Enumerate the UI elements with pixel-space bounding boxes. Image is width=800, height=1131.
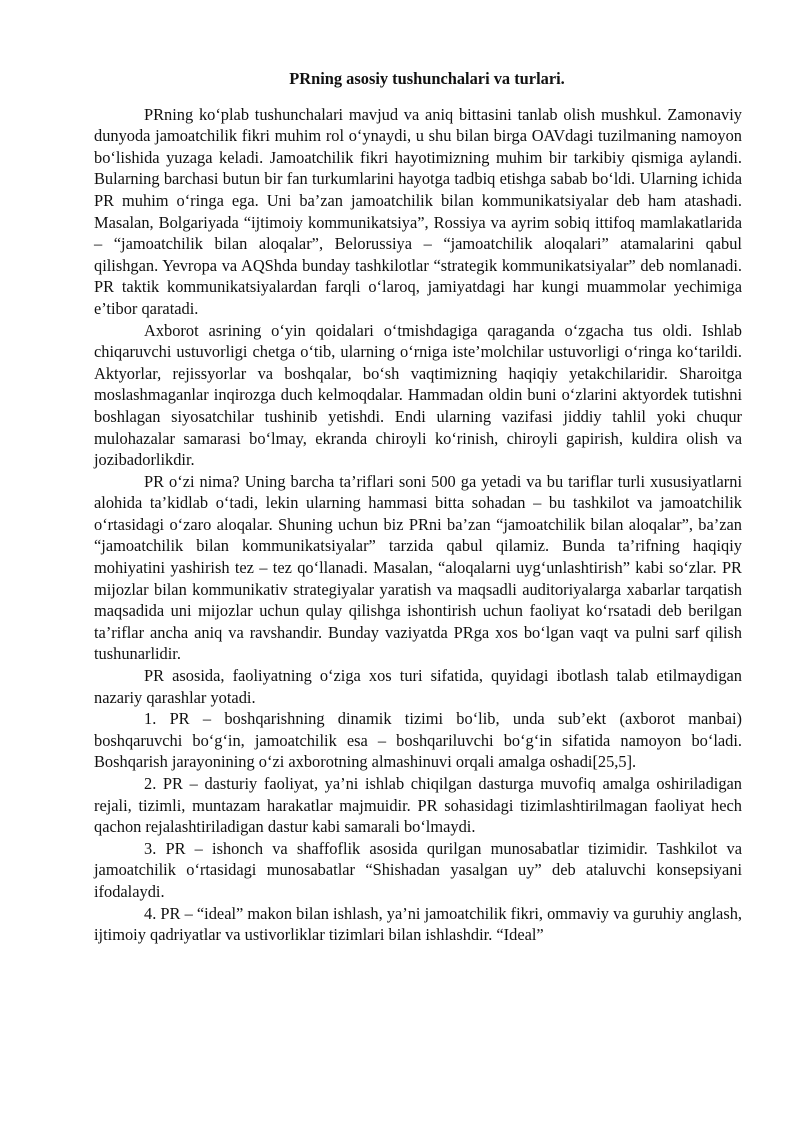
paragraph-intro: PRning ko‘plab tushunchalari mavjud va aniq bittasini tanlab olish mushkul. Zamonaviy dunyoda jamoatchilik fikri muhim rol o‘ynaydi, u shu bilan birga OAVdagi tuzilmaning namoyon bo‘lishida yuzaga keladi. Jamoatchilik fikri hayotimizning muhim bir tarkibiy qismiga aylandi. Bularning barchasi butun bir fan turkumlarini hayotga tadbiq etishga sabab bo‘ldi. Ularning ichida PR muhim o‘ringa ega. Uni ba’zan jamoatchilik bilan kommunikatsiyalar deb ham atashadi. Masalan, Bolgariyada “ijtimoiy kommunikatsiya”, Rossiya va ayrim sobiq ittifoq mamlakatlarida – “jamoatchilik bilan aloqalar”, Belorussiya – “jamoatchilik aloqalari” atamalarini qabul qilishgan. Yevropa va AQShda bunday tashkilotlar “strategik kommunikatsiyalar” deb nomlanadi. PR taktik kommunikatsiyalardan farqli o‘laroq, jamiyatdagi har kungi muammolar yechimiga e’tibor qaratadi. [94,104,742,318]
list-item-3: 3. PR – ishonch va shaffoflik asosida qurilgan munosabatlar tizimidir. Tashkilot va jamoatchilik o‘rtasidagi munosabatlar “Shishadan yasalgan uy” deb ataluvchi konsepsiyani ifodalaydi. [94,838,742,901]
list-item-2: 2. PR – dasturiy faoliyat, ya’ni ishlab chiqilgan dasturga muvofiq amalga oshiriladigan rejali, tizimli, muntazam harakatlar majmuidir. PR sohasidagi tizimlashtirilmagan faoliyat hech qachon rejalashtiriladigan dastur kabi samarali bo‘lmaydi. [94,774,742,837]
list-item-1: 1. PR – boshqarishning dinamik tizimi bo‘lib, unda sub’ekt (axborot manbai) boshqaruvchi bo‘g‘in, jamoatchilik esa – boshqariluvchi bo‘g‘in sifatida namoyon bo‘ladi. Boshqarish jarayonining o‘zi axborotning almashinuvi orqali amalga oshadi[25,5]. [94,709,742,772]
list-item-4: 4. PR – “ideal” makon bilan ishlash, ya’ni jamoatchilik fikri, ommaviy va guruhiy anglash, ijtimoiy qadriyatlar va ustivorliklar tizimlari bilan ishlashdir. “Ideal” [94,903,742,945]
document-title: PRning asosiy tushunchalari va turlari. [289,69,565,88]
document-page [94,68,742,946]
paragraph-what-is-pr: PR o‘zi nima? Uning barcha ta’riflari soni 500 ga yetadi va bu tariflar turli xususiyatlarni alohida ta’kidlab o‘tadi, lekin ularning hammasi bitta sohadan – bu tashkilot va jamoatchilik o‘rtasidagi o‘zaro aloqalar. Shuning uchun biz PRni ba’zan “jamoatchilik bilan aloqalar”, ba’zan “jamoatchilik bilan kommunikatsiyalar” tarzida qabul qilamiz. Bunda ta’rifning haqiqiy mohiyatini yashirish tez – tez qo‘llanadi. Masalan, “aloqalarni uyg‘unlashtirish” kabi so‘zlar. PR mijozlar bilan kommunikativ strategiyalar yaratish va maqsadli auditoriyalarga xabarlar tarqatish maqsadida uni mijozlar uchun qulay qilishga ishontirish uchun faoliyat ko‘rsatadi deb berilgan ta’riflar ancha aniq va ravshandir. Bunday vaziyatda PRga xos bo‘lgan vaqt va pulni sarf qilish tushunarlidir. [94,471,742,664]
paragraph-information-age: Axborot asrining o‘yin qoidalari o‘tmishdagiga qaraganda o‘zgacha tus oldi. Ishlab chiqaruvchi ustuvorligi chetga o‘tib, ularning o‘rniga iste’molchilar ustuvorligi o‘ringa ko‘tarildi. Aktyorlar, rejissyorlar va boshqalar, bo‘sh vaqtimizning haqiqiy yetakchilaridir. Sharoitga moslashmaganlar inqirozga duch kelmoqdalar. Hammadan oldin buni o‘zlarini aktyordek tutishni boshlagan siyosatchilar tushinib yetishdi. Endi ularning vazifasi jiddiy tahlil yoki chuqur mulohazalar samarasi bo‘lmay, ekranda chiroyli ko‘rinish, chiroyli gapirish, kuldira olish va jozibadorlikdir. [94,320,742,470]
paragraph-pr-basis: PR asosida, faoliyatning o‘ziga xos turi sifatida, quyidagi ibotlash talab etilmaydigan nazariy qarashlar yotadi. [94,666,742,707]
